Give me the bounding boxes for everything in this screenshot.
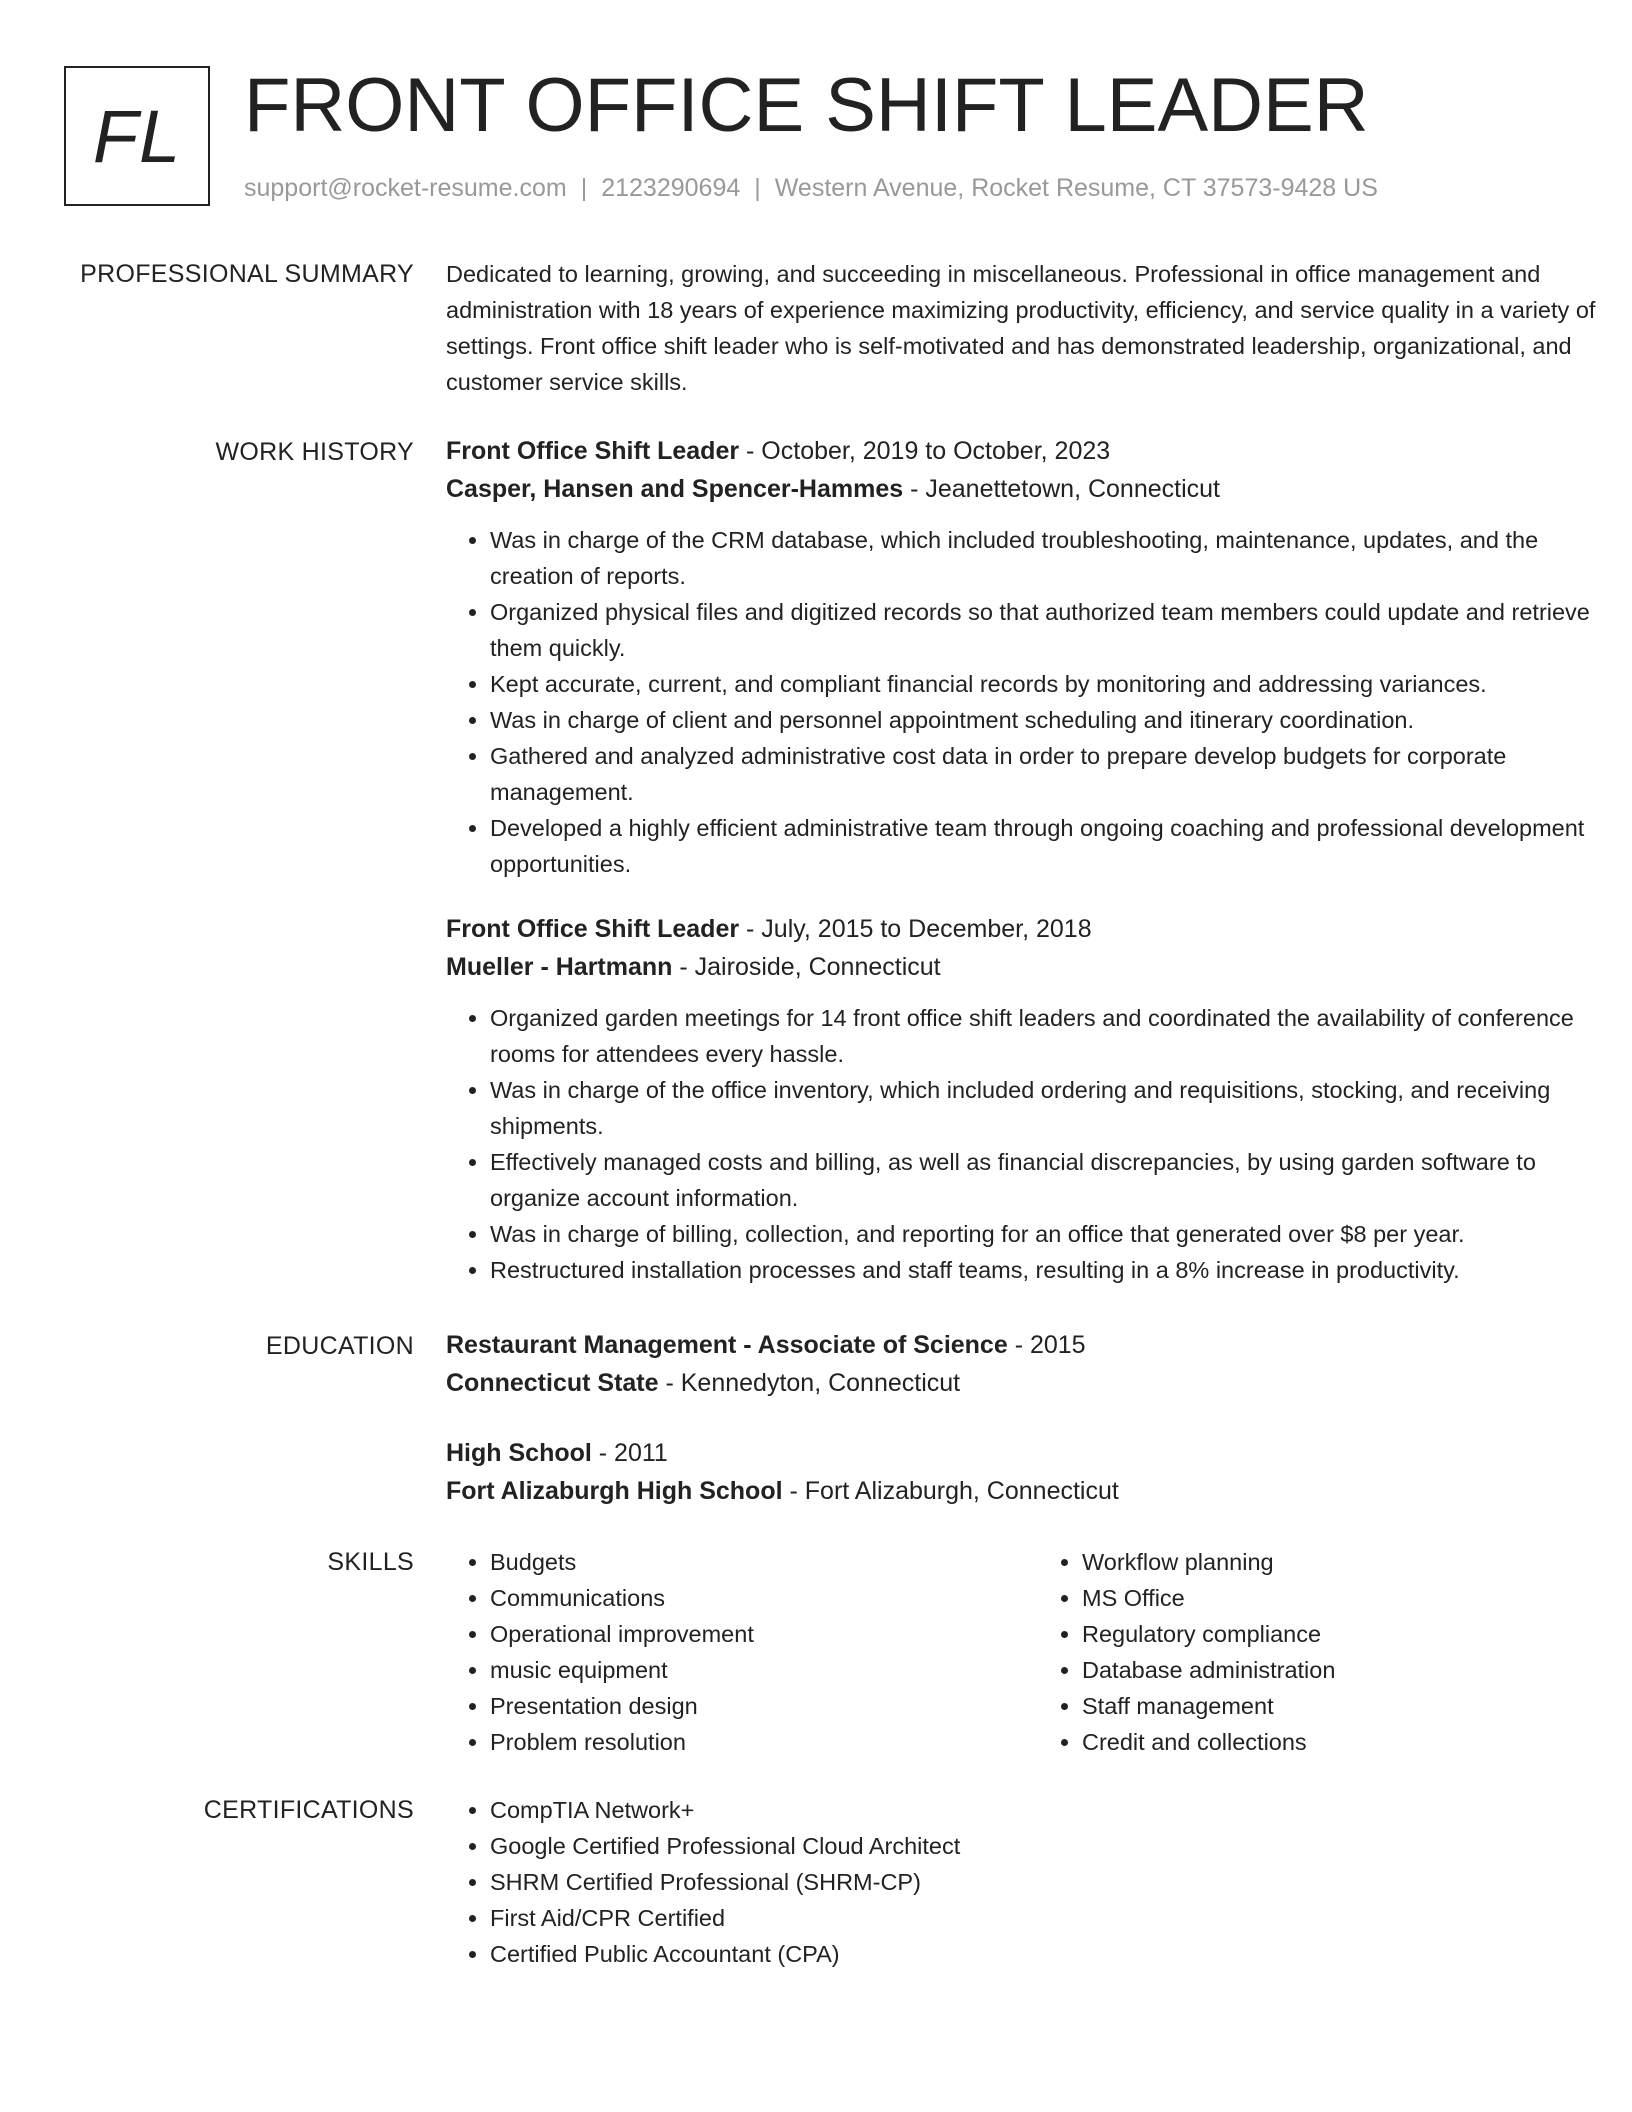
job-employer: Mueller - Hartmann xyxy=(446,953,673,981)
job-title: Front Office Shift Leader xyxy=(446,915,740,943)
job-location: - Jairoside, Connecticut xyxy=(672,953,941,981)
skill-item: • music equipment xyxy=(490,1652,990,1688)
skill-item: • Presentation design xyxy=(490,1688,990,1724)
education-school: Connecticut State xyxy=(446,1369,659,1397)
contact-separator: | xyxy=(754,174,761,202)
contact-separator: | xyxy=(580,174,588,202)
skill-item: • Workflow planning xyxy=(1082,1544,1582,1580)
skill-item: • MS Office xyxy=(1082,1580,1582,1616)
job-entry xyxy=(446,432,1622,882)
contact-line xyxy=(244,174,1378,203)
job-location: - Jeanettetown, Connecticut xyxy=(903,475,1220,503)
work-history-section xyxy=(64,432,1590,1312)
skill-item: • Credit and collections xyxy=(1082,1724,1582,1760)
education-year: - 2015 xyxy=(1007,1331,1086,1359)
summary-section xyxy=(64,256,1596,406)
education-degree: High School xyxy=(446,1439,592,1467)
skill-item: • Budgets xyxy=(490,1544,990,1580)
certification-item: • SHRM Certified Professional (SHRM-CP) xyxy=(490,1864,1622,1900)
job-employer-line xyxy=(446,470,1622,508)
certification-item: • Google Certified Professional Cloud Architect xyxy=(490,1828,1622,1864)
certifications-list xyxy=(446,1792,1622,1972)
education-entry xyxy=(446,1434,1622,1510)
skill-item: • Communications xyxy=(490,1580,990,1616)
job-bullets xyxy=(446,522,1622,882)
job-bullets xyxy=(446,1000,1622,1288)
education-degree-line xyxy=(446,1434,1622,1472)
section-label-skills: SKILLS xyxy=(327,1548,414,1576)
education-degree-line xyxy=(446,1326,1622,1364)
job-employer: Casper, Hansen and Spencer-Hammes xyxy=(446,475,904,503)
skill-item: • Staff management xyxy=(1082,1688,1582,1724)
resume-header xyxy=(64,63,1568,212)
education-school-line xyxy=(446,1364,1622,1402)
job-bullet: • Effectively managed costs and billing, as well as financial discrepancies, by using garden software to organize account information. xyxy=(490,1144,1622,1216)
job-bullet: • Restructured installation processes and staff teams, resulting in a 8% increase in productivity. xyxy=(490,1252,1622,1288)
skill-item: • Regulatory compliance xyxy=(1082,1616,1582,1652)
skills-list-left xyxy=(446,1544,990,1760)
section-label-education: EDUCATION xyxy=(265,1332,414,1360)
certifications-section xyxy=(64,1792,1564,1992)
skill-item: • Database administration xyxy=(1082,1652,1582,1688)
resume-title: FRONT OFFICE SHIFT LEADER xyxy=(244,63,1369,148)
contact-address: Western Avenue, Rocket Resume, CT 37573-9428 US xyxy=(774,174,1378,202)
section-label-summary: PROFESSIONAL SUMMARY xyxy=(80,260,414,288)
job-entry xyxy=(446,910,1622,1288)
section-label-work-history: WORK HISTORY xyxy=(215,438,414,466)
job-bullet: • Organized physical files and digitized records so that authorized team members could update and retrieve them quickly. xyxy=(490,594,1622,666)
summary-text: Dedicated to learning, growing, and succeeding in miscellaneous. Professional in office management and administration with 18 years of experience maximizing productivity, efficiency, and service quality in a variety of settings. Front office shift leader who is self-motivated and has demonstrated leadership, organizational, and customer service skills. xyxy=(446,261,1596,395)
job-bullet: • Organized garden meetings for 14 front office shift leaders and coordinated the availability of conference rooms for attendees every hassle. xyxy=(490,1000,1622,1072)
skills-list-right xyxy=(1038,1544,1582,1760)
education-section xyxy=(64,1326,1564,1526)
job-bullet: • Kept accurate, current, and compliant financial records by monitoring and addressing variances. xyxy=(490,666,1622,702)
job-bullet: • Gathered and analyzed administrative cost data in order to prepare develop budgets for corporate management. xyxy=(490,738,1622,810)
education-year: - 2011 xyxy=(591,1439,668,1467)
contact-phone: 2123290694 xyxy=(601,174,741,202)
skill-item: • Problem resolution xyxy=(490,1724,990,1760)
certification-item: • Certified Public Accountant (CPA) xyxy=(490,1936,1622,1972)
certification-item: • First Aid/CPR Certified xyxy=(490,1900,1622,1936)
education-school-line xyxy=(446,1472,1622,1510)
education-location: - Kennedyton, Connecticut xyxy=(658,1369,961,1397)
job-title-line xyxy=(446,910,1622,948)
skills-section xyxy=(64,1544,1564,1774)
job-bullet: • Was in charge of billing, collection, and reporting for an office that generated over $8 per year. xyxy=(490,1216,1622,1252)
job-employer-line xyxy=(446,948,1622,986)
job-dates: - July, 2015 to December, 2018 xyxy=(739,915,1092,943)
education-location: - Fort Alizaburgh, Connecticut xyxy=(782,1477,1119,1505)
job-dates: - October, 2019 to October, 2023 xyxy=(739,437,1111,465)
job-bullet: • Was in charge of the office inventory, which included ordering and requisitions, stocking, and receiving shipments. xyxy=(490,1072,1622,1144)
job-bullet: • Developed a highly efficient administrative team through ongoing coaching and professional development opportunities. xyxy=(490,810,1622,882)
job-title-line xyxy=(446,432,1622,470)
certification-item: • CompTIA Network+ xyxy=(490,1792,1622,1828)
education-entry xyxy=(446,1326,1622,1402)
education-school: Fort Alizaburgh High School xyxy=(446,1477,783,1505)
section-label-certifications: CERTIFICATIONS xyxy=(203,1796,414,1824)
job-bullet: • Was in charge of the CRM database, which included troubleshooting, maintenance, updates, and the creation of reports. xyxy=(490,522,1622,594)
education-degree: Restaurant Management - Associate of Science xyxy=(446,1331,1008,1359)
skill-item: • Operational improvement xyxy=(490,1616,990,1652)
contact-email: support@rocket-resume.com xyxy=(244,174,567,202)
job-bullet: • Was in charge of client and personnel appointment scheduling and itinerary coordination. xyxy=(490,702,1622,738)
monogram-box: FL xyxy=(64,66,210,206)
job-title: Front Office Shift Leader xyxy=(446,437,740,465)
